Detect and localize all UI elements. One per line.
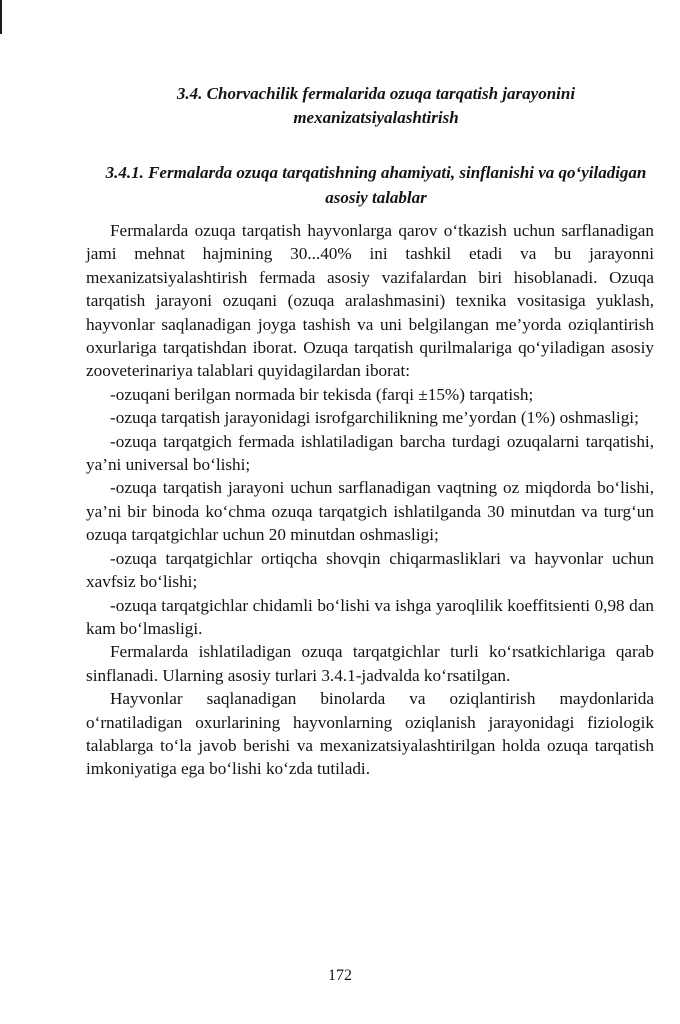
requirement-item: -ozuqa tarqatish jarayoni uchun sarflanadigan vaqtning oz miqdorda bo‘lishi, ya’ni bir binoda ko‘chma ozuqa tarqatgich ishlatilganda 30 minutdan va turg‘un ozuqa tarqatgichlar uchun 20 minutdan oshmasligi; [86, 478, 654, 545]
section-title: 3.4. Chorvachilik fermalarida ozuqa tarqatish jarayonini mexanizatsiyalashtirish [176, 84, 576, 127]
requirement-item: -ozuqa tarqatgich fermada ishlatiladigan barcha turdagi ozuqalarni tarqatishi, ya’ni universal bo‘lishi; [86, 431, 654, 475]
paragraph-troughs: Hayvonlar saqlanadigan binolarda va oziqlantirish maydonlarida o‘rnatiladigan oxurlarining hayvonlarning oziqlanish jarayonidagi fiziologik talablarga to‘la javob berishi va mexanizatsiyalashtirilgan holda ozuqa tarqatish imkoniyatiga ega bo‘lishi ko‘zda tutiladi. [86, 689, 654, 779]
body-text [86, 219, 654, 781]
requirement-item: -ozuqani berilgan normada bir tekisda (farqi ±15%) tarqatish; [110, 384, 534, 404]
subsection-title: 3.4.1. Fermalarda ozuqa tarqatishning ahamiyati, sinflanishi va qo‘yiladigan asosiy talablar [105, 163, 647, 207]
requirement-item: -ozuqa tarqatgichlar chidamli bo‘lishi va ishga yaroqlilik koeffitsienti 0,98 dan kam bo‘lmasligi. [86, 595, 654, 638]
page-number: 172 [328, 967, 352, 984]
requirement-item: -ozuqa tarqatish jarayonidagi isrofgarchilikning me’yordan (1%) oshmasligi; [110, 408, 639, 428]
paragraph-classification: Fermalarda ishlatiladigan ozuqa tarqatgichlar turli ko‘rsatkichlariga qarab sinflanadi. Ularning asosiy turlari 3.4.1-jadvalda ko‘rsatilgan. [86, 642, 654, 685]
paragraph-intro: Fermalarda ozuqa tarqatish hayvonlarga qarov o‘tkazish uchun sarflanadigan jami mehnat hajmining 30...40% ini tashkil etadi va bu jarayonni mexanizatsiyalashtirish fermada asosiy vazifalardan biri hisoblanadi. Ozuqa tarqatish jarayoni ozuqani (ozuqa aralashmasini) texnika vositasiga yuklash, hayvonlar saqlanadigan joyga tashish va uni belgilangan me’yorda oziqlantirish oxurlariga tarqatishdan iborat. Ozuqa tarqatish qurilmalariga qo‘yiladigan asosiy zooveterinariya talablari quyidagilardan iborat: [86, 221, 654, 381]
requirement-item: -ozuqa tarqatgichlar ortiqcha shovqin chiqarmasliklari va hayvonlar uchun xavfsiz bo‘lishi; [86, 548, 654, 592]
page-edge-mark [0, 0, 2, 34]
